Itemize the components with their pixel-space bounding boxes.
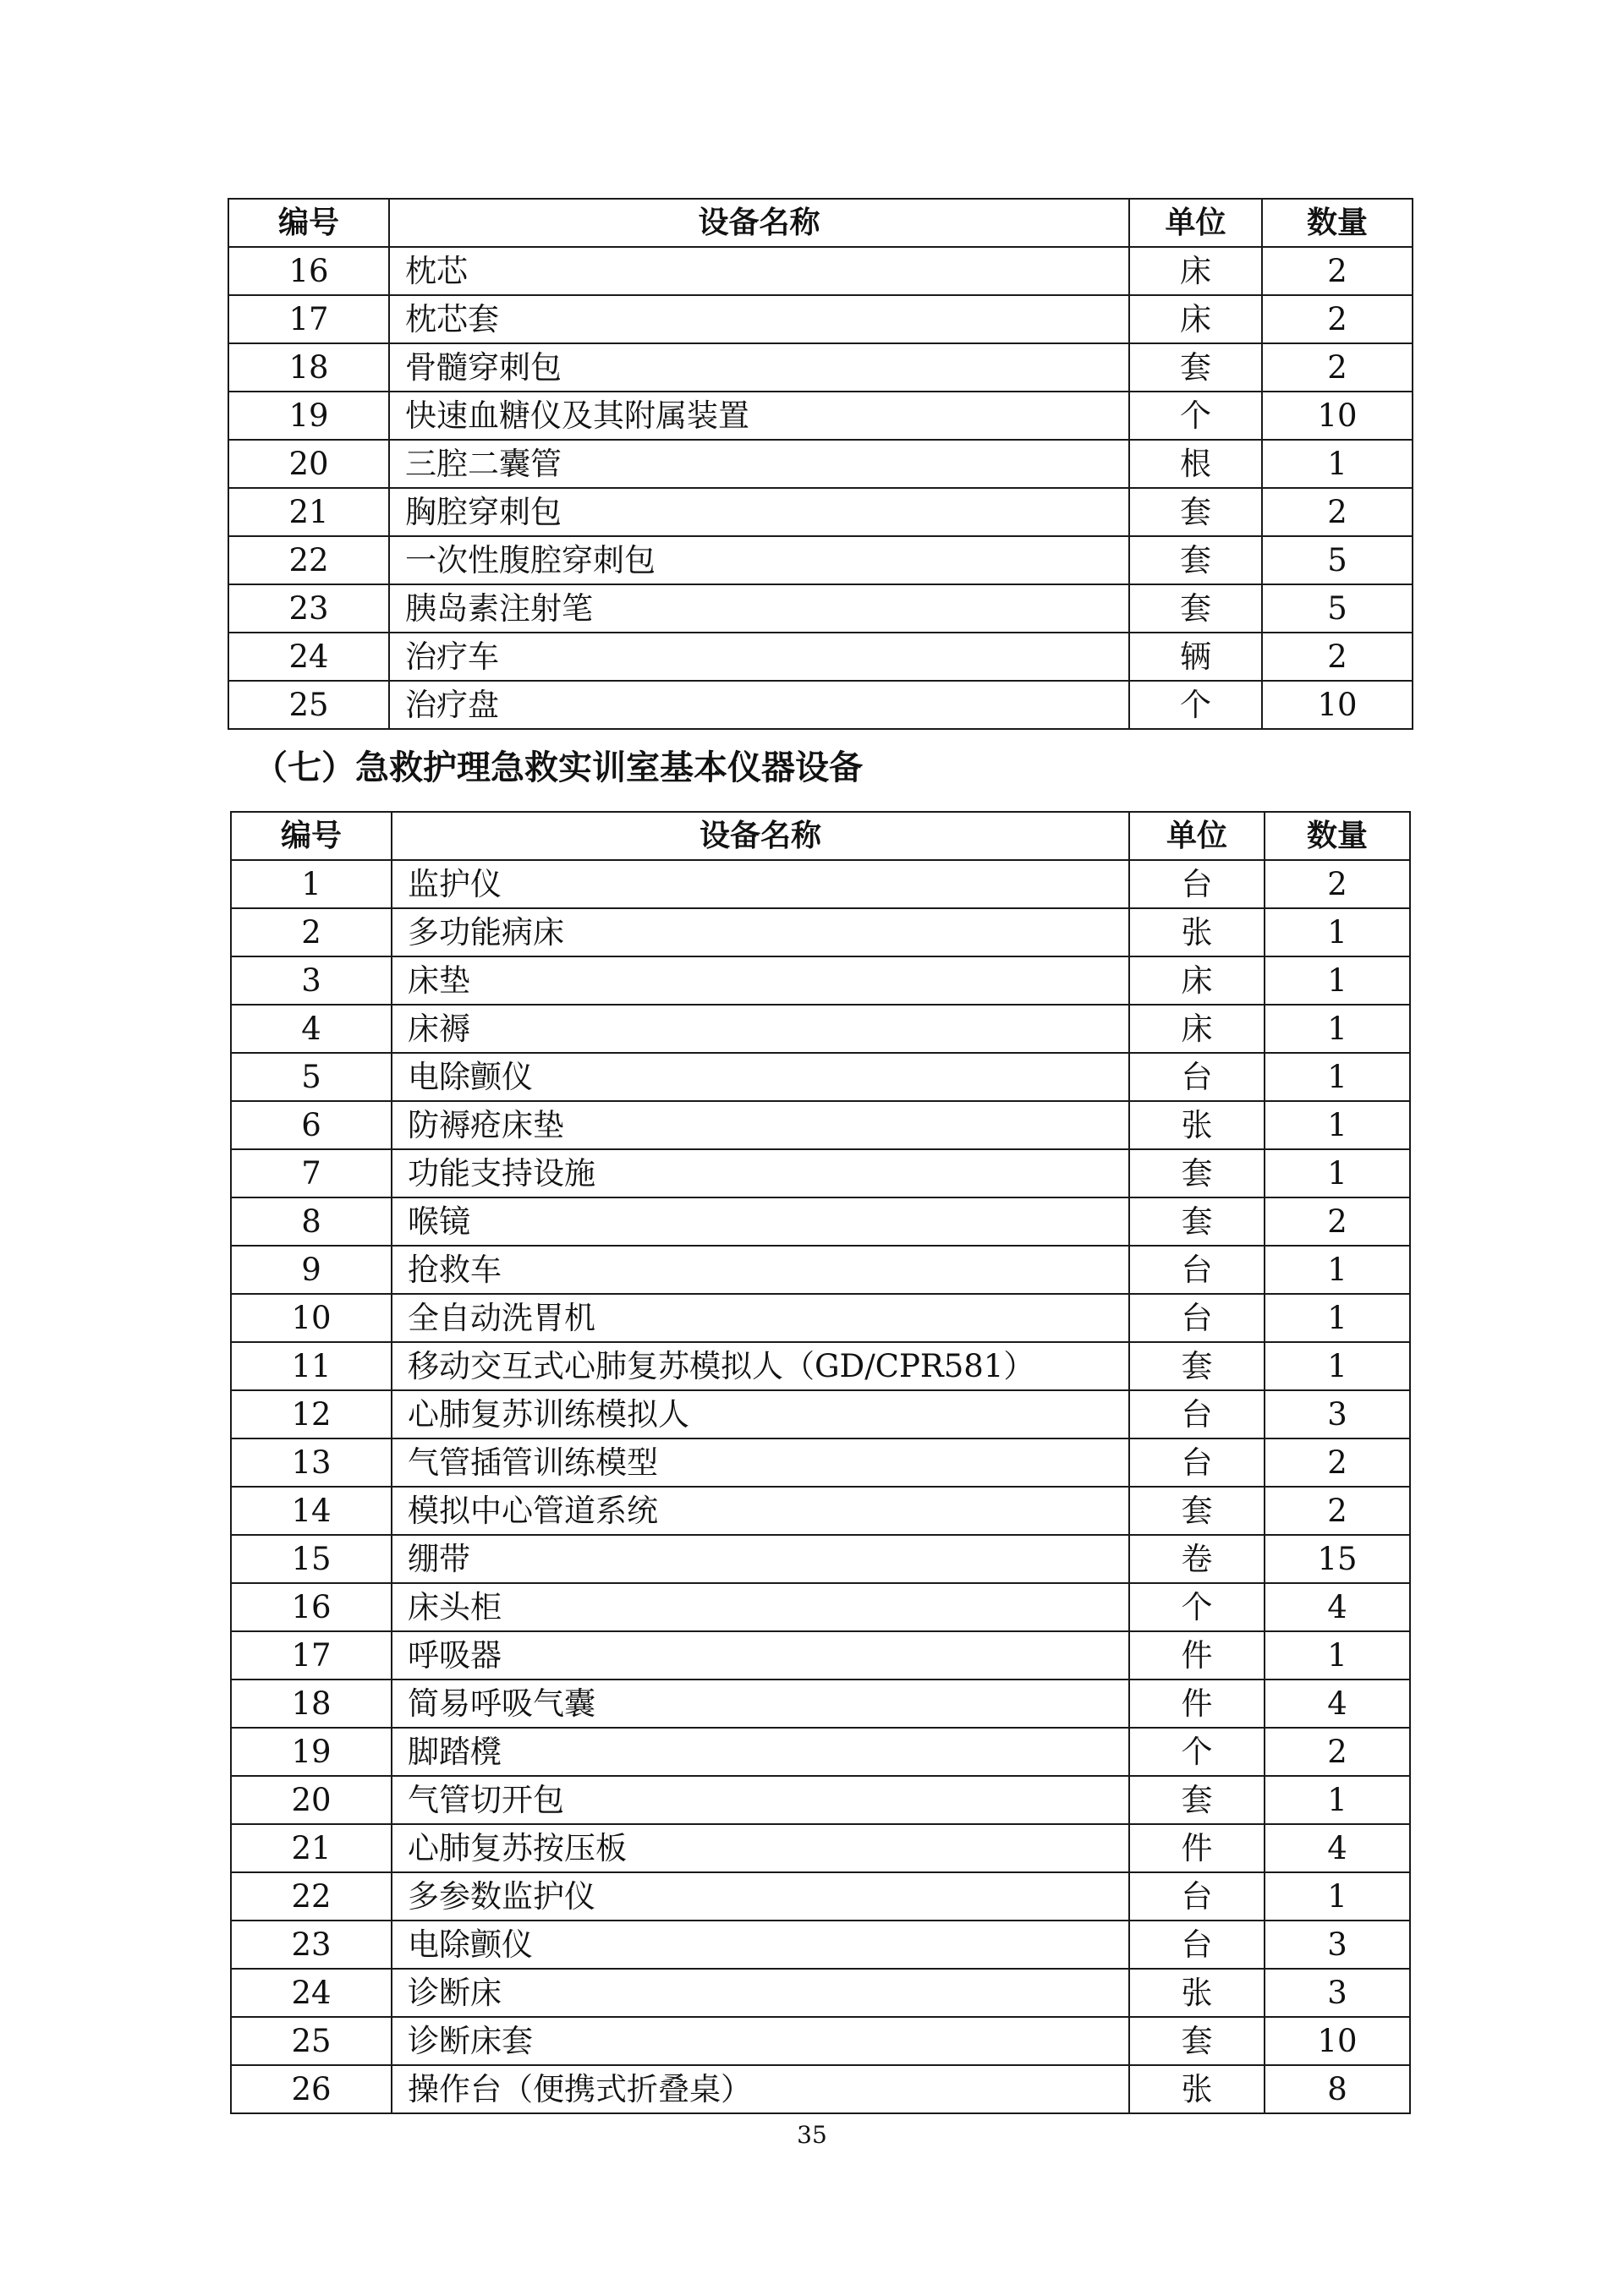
cell-unit: 床	[1129, 956, 1265, 1005]
cell-equipment-name: 多功能病床	[392, 908, 1129, 956]
table-row	[228, 488, 1413, 536]
cell-quantity: 2	[1262, 247, 1413, 295]
cell-quantity: 2	[1262, 343, 1413, 392]
cell-quantity: 1	[1265, 1776, 1410, 1824]
table-row	[228, 584, 1413, 633]
cell-quantity: 2	[1265, 1438, 1410, 1487]
cell-unit: 个	[1129, 392, 1262, 440]
cell-equipment-name: 床垫	[392, 956, 1129, 1005]
table-row	[231, 1969, 1410, 2017]
cell-equipment-name: 一次性腹腔穿刺包	[389, 536, 1129, 584]
cell-quantity: 4	[1265, 1824, 1410, 1872]
cell-unit: 卷	[1129, 1535, 1265, 1583]
header-qty: 数量	[1265, 812, 1410, 860]
cell-quantity: 5	[1262, 584, 1413, 633]
cell-equipment-name: 功能支持设施	[392, 1149, 1129, 1197]
cell-equipment-name: 抢救车	[392, 1246, 1129, 1294]
table-body	[228, 247, 1413, 729]
table-body	[231, 860, 1410, 2113]
cell-equipment-name: 脚踏櫈	[392, 1728, 1129, 1776]
cell-equipment-name: 防褥疮床垫	[392, 1101, 1129, 1149]
cell-unit: 张	[1129, 1101, 1265, 1149]
cell-quantity: 2	[1262, 488, 1413, 536]
cell-equipment-name: 操作台（便携式折叠桌）	[392, 2065, 1129, 2113]
cell-quantity: 1	[1265, 1005, 1410, 1053]
cell-unit: 套	[1129, 1776, 1265, 1824]
cell-quantity: 2	[1265, 1487, 1410, 1535]
table-row	[231, 1246, 1410, 1294]
cell-equipment-name: 胰岛素注射笔	[389, 584, 1129, 633]
cell-equipment-name: 治疗车	[389, 633, 1129, 681]
cell-equipment-name: 枕芯	[389, 247, 1129, 295]
cell-number: 24	[231, 1969, 392, 2017]
cell-number: 3	[231, 956, 392, 1005]
cell-quantity: 8	[1265, 2065, 1410, 2113]
table-row	[231, 1390, 1410, 1438]
table-header-row	[231, 812, 1410, 860]
cell-number: 23	[231, 1921, 392, 1969]
cell-number: 14	[231, 1487, 392, 1535]
cell-quantity: 1	[1265, 956, 1410, 1005]
cell-unit: 套	[1129, 1197, 1265, 1246]
table-row	[228, 440, 1413, 488]
cell-quantity: 1	[1265, 1246, 1410, 1294]
table-header-row	[228, 199, 1413, 247]
cell-unit: 套	[1129, 1487, 1265, 1535]
table-row	[231, 1342, 1410, 1390]
cell-number: 21	[228, 488, 389, 536]
cell-number: 18	[228, 343, 389, 392]
emergency-equipment-table	[230, 811, 1411, 2114]
table-row	[231, 1438, 1410, 1487]
table-row	[231, 1005, 1410, 1053]
cell-equipment-name: 模拟中心管道系统	[392, 1487, 1129, 1535]
cell-equipment-name: 心肺复苏按压板	[392, 1824, 1129, 1872]
table-row	[231, 1583, 1410, 1631]
cell-quantity: 1	[1265, 1149, 1410, 1197]
table-row	[228, 295, 1413, 343]
table-row	[231, 1776, 1410, 1824]
cell-quantity: 2	[1265, 1197, 1410, 1246]
cell-quantity: 15	[1265, 1535, 1410, 1583]
cell-number: 24	[228, 633, 389, 681]
cell-number: 2	[231, 908, 392, 956]
cell-quantity: 5	[1262, 536, 1413, 584]
table-row	[231, 1053, 1410, 1101]
cell-equipment-name: 治疗盘	[389, 681, 1129, 729]
cell-unit: 台	[1129, 1872, 1265, 1921]
cell-number: 16	[231, 1583, 392, 1631]
table-row	[231, 1872, 1410, 1921]
cell-unit: 个	[1129, 681, 1262, 729]
table-row	[231, 1631, 1410, 1680]
cell-quantity: 1	[1262, 440, 1413, 488]
cell-number: 19	[228, 392, 389, 440]
cell-equipment-name: 胸腔穿刺包	[389, 488, 1129, 536]
cell-unit: 个	[1129, 1583, 1265, 1631]
page-number: 35	[797, 2121, 827, 2149]
cell-unit: 件	[1129, 1824, 1265, 1872]
cell-quantity: 1	[1265, 1872, 1410, 1921]
cell-number: 9	[231, 1246, 392, 1294]
table-row	[228, 392, 1413, 440]
cell-unit: 套	[1129, 1149, 1265, 1197]
cell-unit: 个	[1129, 1728, 1265, 1776]
cell-quantity: 1	[1265, 1631, 1410, 1680]
cell-equipment-name: 简易呼吸气囊	[392, 1680, 1129, 1728]
cell-unit: 张	[1129, 908, 1265, 956]
table-row	[231, 908, 1410, 956]
cell-unit: 套	[1129, 584, 1262, 633]
cell-equipment-name: 电除颤仪	[392, 1053, 1129, 1101]
header-unit: 单位	[1129, 812, 1265, 860]
table-row	[231, 1921, 1410, 1969]
cell-quantity: 10	[1262, 392, 1413, 440]
header-name: 设备名称	[389, 199, 1129, 247]
cell-equipment-name: 移动交互式心肺复苏模拟人（GD/CPR581）	[392, 1342, 1129, 1390]
header-no: 编号	[231, 812, 392, 860]
cell-number: 15	[231, 1535, 392, 1583]
cell-number: 18	[231, 1680, 392, 1728]
cell-number: 6	[231, 1101, 392, 1149]
cell-number: 7	[231, 1149, 392, 1197]
cell-quantity: 3	[1265, 1969, 1410, 2017]
table-row	[228, 633, 1413, 681]
table-row	[231, 2017, 1410, 2065]
table-row	[231, 1535, 1410, 1583]
cell-equipment-name: 全自动洗胃机	[392, 1294, 1129, 1342]
equipment-table-continued	[228, 198, 1413, 730]
cell-unit: 床	[1129, 247, 1262, 295]
cell-unit: 台	[1129, 1438, 1265, 1487]
table-row	[228, 343, 1413, 392]
header-qty: 数量	[1262, 199, 1413, 247]
cell-equipment-name: 快速血糖仪及其附属装置	[389, 392, 1129, 440]
cell-unit: 套	[1129, 343, 1262, 392]
cell-equipment-name: 床头柜	[392, 1583, 1129, 1631]
cell-quantity: 3	[1265, 1921, 1410, 1969]
cell-unit: 台	[1129, 1053, 1265, 1101]
cell-unit: 套	[1129, 2017, 1265, 2065]
cell-unit: 张	[1129, 1969, 1265, 2017]
cell-unit: 套	[1129, 488, 1262, 536]
cell-equipment-name: 气管切开包	[392, 1776, 1129, 1824]
cell-equipment-name: 气管插管训练模型	[392, 1438, 1129, 1487]
cell-number: 21	[231, 1824, 392, 1872]
cell-quantity: 1	[1265, 1294, 1410, 1342]
table-row	[231, 1197, 1410, 1246]
cell-quantity: 1	[1265, 1053, 1410, 1101]
cell-unit: 件	[1129, 1631, 1265, 1680]
cell-equipment-name: 床褥	[392, 1005, 1129, 1053]
cell-equipment-name: 喉镜	[392, 1197, 1129, 1246]
cell-quantity: 1	[1265, 1101, 1410, 1149]
cell-equipment-name: 枕芯套	[389, 295, 1129, 343]
cell-number: 22	[231, 1872, 392, 1921]
header-name: 设备名称	[392, 812, 1129, 860]
cell-number: 11	[231, 1342, 392, 1390]
cell-number: 20	[228, 440, 389, 488]
cell-number: 17	[228, 295, 389, 343]
cell-equipment-name: 心肺复苏训练模拟人	[392, 1390, 1129, 1438]
table-row	[231, 1824, 1410, 1872]
cell-unit: 台	[1129, 1294, 1265, 1342]
cell-quantity: 4	[1265, 1583, 1410, 1631]
table-row	[231, 860, 1410, 908]
cell-number: 26	[231, 2065, 392, 2113]
table-row	[228, 536, 1413, 584]
cell-unit: 床	[1129, 1005, 1265, 1053]
cell-number: 25	[228, 681, 389, 729]
table-row	[231, 1680, 1410, 1728]
cell-equipment-name: 多参数监护仪	[392, 1872, 1129, 1921]
cell-unit: 根	[1129, 440, 1262, 488]
header-no: 编号	[228, 199, 389, 247]
cell-equipment-name: 监护仪	[392, 860, 1129, 908]
cell-quantity: 3	[1265, 1390, 1410, 1438]
cell-equipment-name: 呼吸器	[392, 1631, 1129, 1680]
cell-quantity: 1	[1265, 1342, 1410, 1390]
cell-equipment-name: 诊断床	[392, 1969, 1129, 2017]
cell-equipment-name: 三腔二囊管	[389, 440, 1129, 488]
cell-unit: 张	[1129, 2065, 1265, 2113]
table-row	[231, 956, 1410, 1005]
cell-equipment-name: 骨髓穿刺包	[389, 343, 1129, 392]
cell-unit: 台	[1129, 1921, 1265, 1969]
cell-number: 13	[231, 1438, 392, 1487]
cell-quantity: 10	[1265, 2017, 1410, 2065]
table-row	[231, 1728, 1410, 1776]
table-row	[231, 1149, 1410, 1197]
cell-number: 10	[231, 1294, 392, 1342]
cell-number: 16	[228, 247, 389, 295]
cell-unit: 台	[1129, 1246, 1265, 1294]
cell-quantity: 2	[1262, 295, 1413, 343]
cell-equipment-name: 绷带	[392, 1535, 1129, 1583]
cell-number: 19	[231, 1728, 392, 1776]
cell-number: 4	[231, 1005, 392, 1053]
cell-equipment-name: 诊断床套	[392, 2017, 1129, 2065]
table-row	[231, 1487, 1410, 1535]
cell-unit: 台	[1129, 860, 1265, 908]
cell-unit: 套	[1129, 536, 1262, 584]
table-row	[231, 2065, 1410, 2113]
cell-number: 8	[231, 1197, 392, 1246]
cell-quantity: 4	[1265, 1680, 1410, 1728]
cell-number: 12	[231, 1390, 392, 1438]
cell-number: 5	[231, 1053, 392, 1101]
cell-quantity: 2	[1265, 860, 1410, 908]
cell-unit: 件	[1129, 1680, 1265, 1728]
cell-number: 17	[231, 1631, 392, 1680]
cell-number: 1	[231, 860, 392, 908]
cell-unit: 套	[1129, 1342, 1265, 1390]
cell-quantity: 2	[1262, 633, 1413, 681]
table-row	[228, 681, 1413, 729]
cell-unit: 辆	[1129, 633, 1262, 681]
cell-unit: 床	[1129, 295, 1262, 343]
section-heading: （七）急救护理急救实训室基本仪器设备	[254, 748, 863, 787]
table-row	[231, 1101, 1410, 1149]
cell-number: 22	[228, 536, 389, 584]
header-unit: 单位	[1129, 199, 1262, 247]
cell-quantity: 1	[1265, 908, 1410, 956]
table-row	[231, 1294, 1410, 1342]
table-row	[228, 247, 1413, 295]
cell-quantity: 2	[1265, 1728, 1410, 1776]
cell-quantity: 10	[1262, 681, 1413, 729]
cell-number: 23	[228, 584, 389, 633]
cell-equipment-name: 电除颤仪	[392, 1921, 1129, 1969]
cell-number: 25	[231, 2017, 392, 2065]
cell-unit: 台	[1129, 1390, 1265, 1438]
cell-number: 20	[231, 1776, 392, 1824]
